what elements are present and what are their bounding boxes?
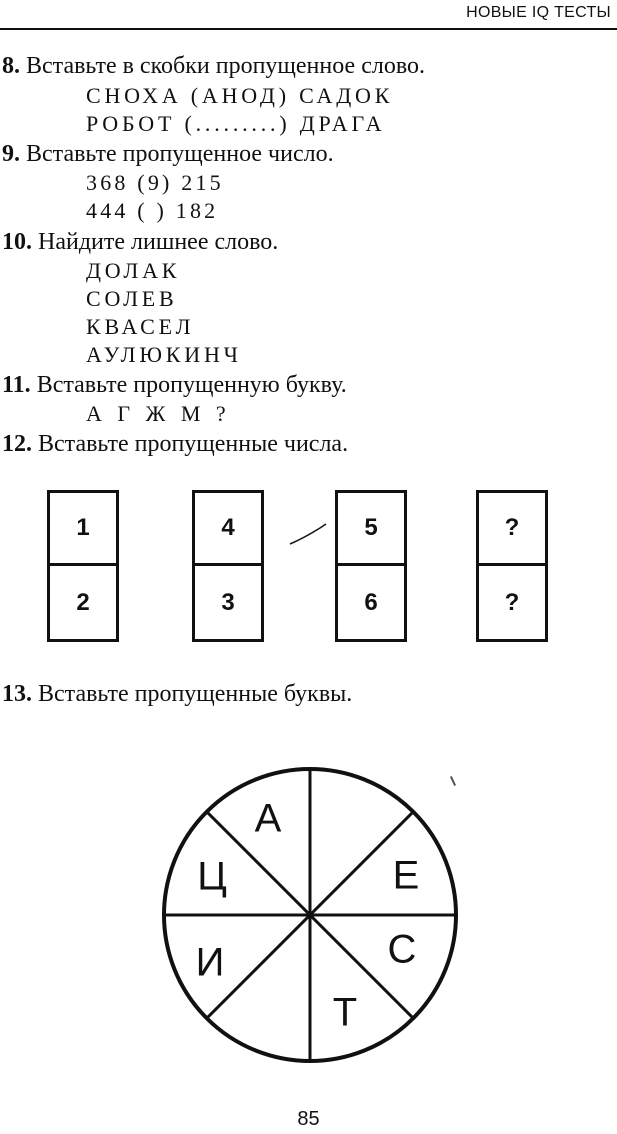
wheel-letter: Т [332, 990, 358, 1035]
question-number: 10. [2, 229, 32, 255]
question-number: 8. [2, 53, 20, 79]
question-number: 12. [2, 431, 32, 457]
word-line: СОЛЕВ [86, 286, 178, 311]
question-13 [2, 680, 352, 708]
question-number: 13. [2, 681, 32, 707]
question-prompt: Найдите лишнее слово. [38, 229, 279, 255]
question-prompt: Вставьте пропущенную букву. [36, 372, 347, 398]
word-line: СНОХА (АНОД) САДОК [86, 83, 394, 108]
domino-card [192, 490, 264, 642]
question-number: 9. [2, 141, 20, 167]
wheel-letter: И [195, 940, 225, 985]
question-prompt: Вставьте пропущенные буквы. [38, 681, 353, 707]
question-8 [2, 52, 425, 80]
wheel-letter: С [387, 927, 417, 972]
pencil-mark [286, 520, 332, 550]
word-line: АУЛЮКИНЧ [86, 342, 242, 367]
domino-card [47, 490, 119, 642]
number-line: 444 ( ) 182 [86, 198, 219, 223]
question-prompt: Вставьте в скобки пропущенное слово. [26, 53, 425, 79]
question-9 [2, 140, 334, 168]
question-prompt: Вставьте пропущенное число. [26, 141, 334, 167]
wheel-letter: Ц [197, 854, 227, 899]
word-line: ДОЛАК [86, 258, 181, 283]
card-bottom-number: 6 [364, 588, 378, 616]
question-number: 11. [2, 372, 31, 398]
question-12 [2, 430, 348, 458]
wheel-letter: Е [392, 853, 420, 898]
number-line: 368 (9) 215 [86, 170, 224, 195]
wheel-letter: А [254, 796, 282, 841]
question-10 [2, 228, 278, 256]
letter-line: А Г Ж М ? [86, 401, 228, 426]
card-top-number: ? [479, 493, 545, 566]
word-line: РОБОТ (.........) ДРАГА [86, 111, 386, 136]
card-bottom-number: 2 [76, 588, 90, 616]
page-number: 85 [297, 1108, 320, 1130]
question-11 [2, 371, 347, 399]
running-title: НОВЫЕ IQ ТЕСТЫ [466, 4, 611, 21]
question-prompt: Вставьте пропущенные числа. [38, 431, 349, 457]
card-bottom-number: 3 [221, 588, 235, 616]
card-top-number: 4 [195, 493, 261, 566]
header-rule [0, 28, 617, 30]
domino-card [335, 490, 407, 642]
letter-wheel [160, 765, 460, 1065]
domino-card [476, 490, 548, 642]
word-line: КВАСЕЛ [86, 314, 195, 339]
card-top-number: 1 [50, 493, 116, 566]
card-top-number: 5 [338, 493, 404, 566]
card-bottom-number: ? [504, 588, 520, 616]
